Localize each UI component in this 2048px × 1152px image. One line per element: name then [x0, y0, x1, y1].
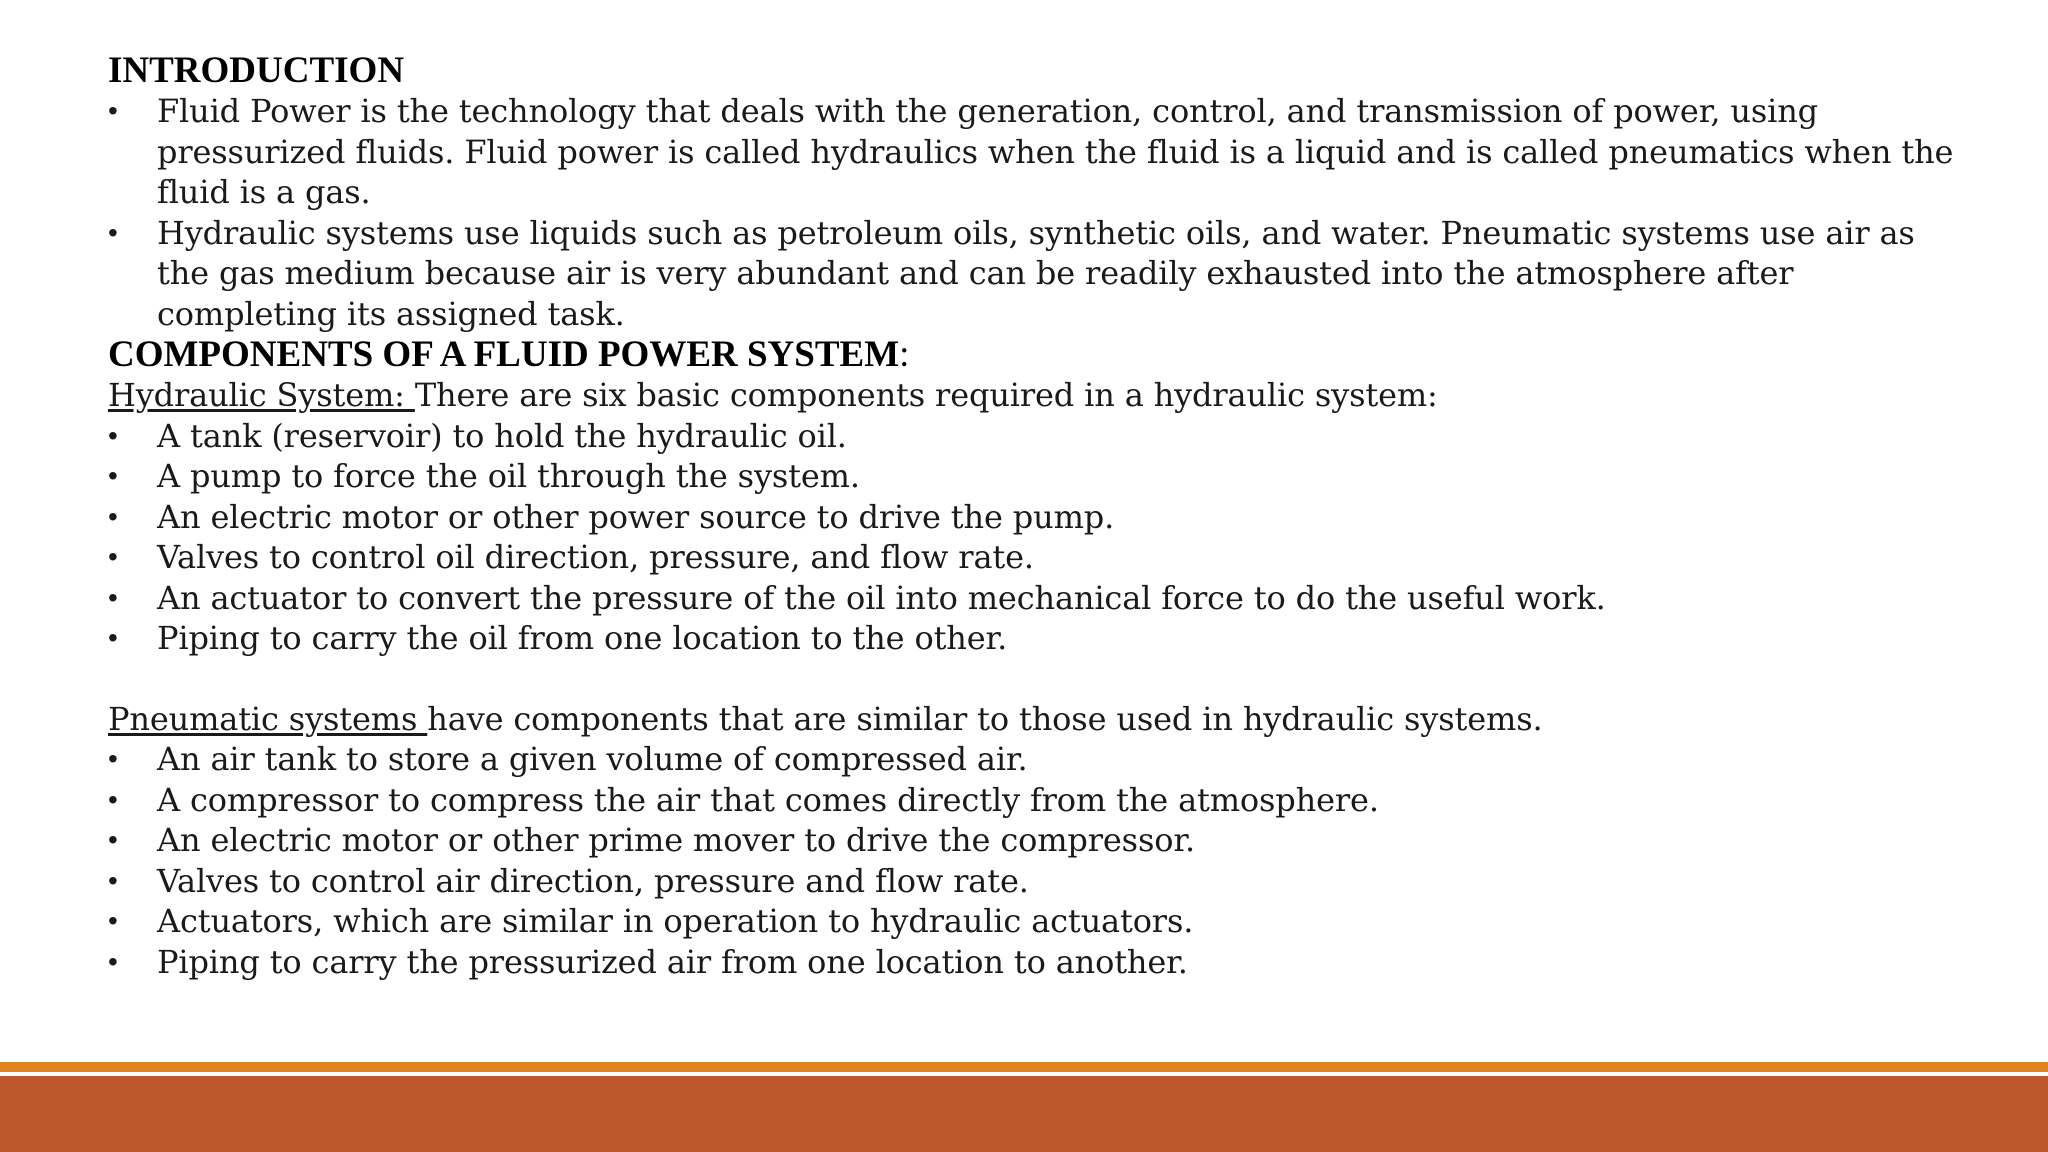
- bullet-icon: •: [108, 622, 118, 653]
- intro-bullet: • Fluid Power is the technology that deals with the generation, control, and transmission of power, using pressurized fluids. Fluid power is called hydraulics when the fluid is a liquid and is called pneumatics when the fluid is a gas.: [108, 92, 1954, 211]
- bullet-icon: •: [108, 460, 118, 491]
- pneumatic-label: Pneumatic systems: [108, 699, 428, 738]
- bullet-icon: •: [108, 541, 118, 572]
- section-spacer: [108, 659, 1958, 699]
- bullet-icon: •: [108, 581, 118, 613]
- pneumatic-component-item: • A compressor to compress the air that comes directly from the atmosphere.: [108, 780, 1379, 819]
- hydraulic-component-item: • An electric motor or other power source to drive the pump.: [108, 497, 1115, 536]
- components-heading: COMPONENTS OF A FLUID POWER SYSTEM:: [108, 334, 910, 375]
- footer-band: [0, 1076, 2048, 1152]
- hydraulic-label: Hydraulic System:: [108, 376, 415, 414]
- pneumatic-component-list: [108, 739, 1958, 982]
- bullet-icon: •: [108, 824, 118, 855]
- intro-bullet: • Hydraulic systems use liquids such as petroleum oils, synthetic oils, and water. Pneumatic systems use air as the gas medium because air is very abundant and can be readily exhausted into the atmosphere after completing its assigned task.: [108, 213, 1915, 333]
- hydraulic-component-item: • Valves to control oil direction, pressure, and flow rate.: [108, 538, 1034, 576]
- pneumatic-component-item: • An air tank to store a given volume of compressed air.: [108, 740, 1028, 778]
- bullet-icon: •: [108, 216, 118, 248]
- slide-content: [108, 50, 1958, 982]
- pneumatic-component-item: • Piping to carry the pressurized air from one location to another.: [108, 942, 1188, 981]
- pneumatic-intro: Pneumatic systems have components that are similar to those used in hydraulic systems.: [108, 699, 1543, 738]
- hydraulic-component-item: • Piping to carry the oil from one location to the other.: [108, 619, 1008, 657]
- intro-bullet-list: [108, 91, 1958, 334]
- hydraulic-component-list: [108, 416, 1958, 659]
- hydraulic-component-item: • A pump to force the oil through the system.: [108, 457, 860, 495]
- bullet-icon: •: [108, 864, 118, 896]
- bullet-icon: •: [108, 743, 118, 774]
- hydraulic-component-item: • An actuator to convert the pressure of the oil into mechanical force to do the useful work.: [108, 578, 1606, 617]
- hydraulic-intro: Hydraulic System: There are six basic components required in a hydraulic system:: [108, 376, 1438, 414]
- bullet-icon: •: [108, 95, 118, 126]
- bullet-icon: •: [108, 419, 118, 451]
- bullet-icon: •: [108, 500, 118, 532]
- bullet-icon: •: [108, 905, 118, 936]
- bullet-icon: •: [108, 945, 118, 977]
- intro-heading: INTRODUCTION: [108, 50, 405, 91]
- footer-accent-line: [0, 1062, 2048, 1072]
- pneumatic-component-item: • Valves to control air direction, pressure and flow rate.: [108, 861, 1029, 900]
- pneumatic-component-item: • Actuators, which are similar in operation to hydraulic actuators.: [108, 902, 1194, 940]
- bullet-icon: •: [108, 783, 118, 815]
- pneumatic-component-item: • An electric motor or other prime mover to drive the compressor.: [108, 821, 1195, 859]
- hydraulic-component-item: • A tank (reservoir) to hold the hydraulic oil.: [108, 416, 847, 455]
